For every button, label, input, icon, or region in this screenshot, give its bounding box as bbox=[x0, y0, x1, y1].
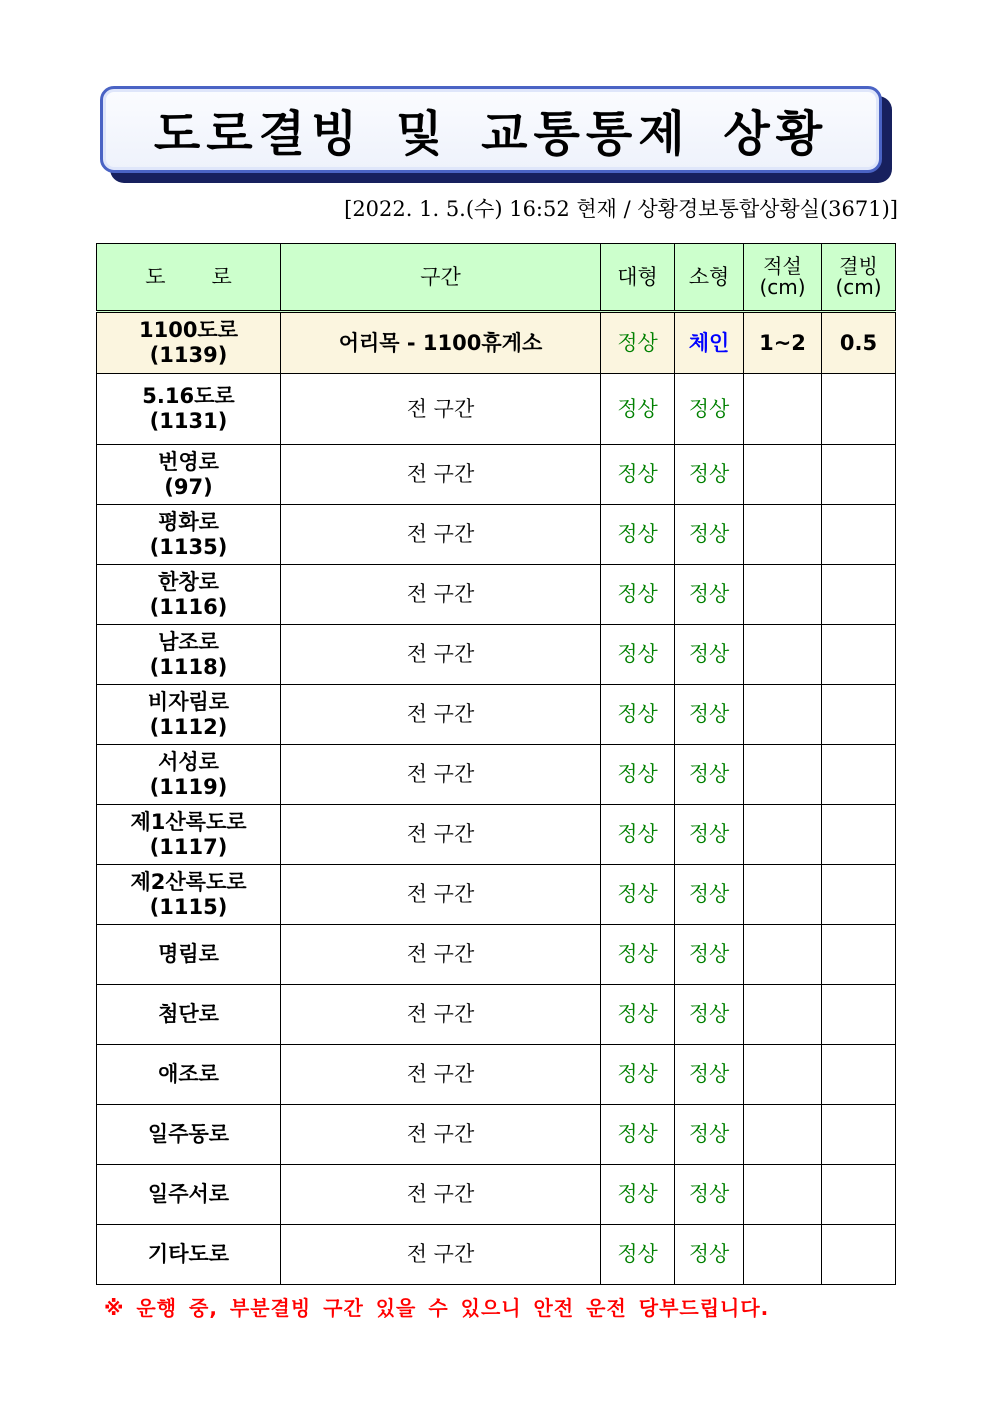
table-row bbox=[97, 685, 896, 745]
road-name-cell bbox=[97, 312, 281, 374]
table-row bbox=[97, 565, 896, 625]
large-status-cell: 정상 bbox=[601, 985, 675, 1045]
ice-depth-cell bbox=[822, 1105, 896, 1165]
section-cell: 전 구간 bbox=[281, 1105, 601, 1165]
small-status-cell: 정상 bbox=[675, 985, 744, 1045]
road-code: (97) bbox=[164, 474, 213, 499]
ice-depth-cell bbox=[822, 1045, 896, 1105]
road-name: 1100도로 bbox=[138, 318, 239, 342]
snow-depth-cell bbox=[744, 985, 822, 1045]
small-status-cell: 정상 bbox=[675, 925, 744, 985]
large-status-cell: 정상 bbox=[601, 1165, 675, 1225]
section-cell: 전 구간 bbox=[281, 1045, 601, 1105]
road-name-cell: 기타도로 bbox=[97, 1225, 281, 1285]
road-name: 남조로 bbox=[158, 629, 219, 654]
snow-depth-cell bbox=[744, 374, 822, 445]
small-status-cell: 정상 bbox=[675, 1105, 744, 1165]
table-row bbox=[97, 985, 896, 1045]
road-code: (1118) bbox=[149, 654, 228, 679]
ice-depth-cell bbox=[822, 625, 896, 685]
header-ice-label: 결빙 bbox=[839, 254, 878, 278]
road-code: (1112) bbox=[149, 714, 228, 739]
large-status-cell: 정상 bbox=[601, 374, 675, 445]
table-row bbox=[97, 745, 896, 805]
road-code: (1131) bbox=[149, 409, 228, 433]
large-status-cell: 정상 bbox=[601, 1105, 675, 1165]
small-status-cell: 정상 bbox=[675, 505, 744, 565]
road-name-cell: 일주서로 bbox=[97, 1165, 281, 1225]
small-status-cell: 정상 bbox=[675, 625, 744, 685]
snow-depth-cell bbox=[744, 745, 822, 805]
large-status-cell: 정상 bbox=[601, 1225, 675, 1285]
ice-depth-cell: 0.5 bbox=[822, 312, 896, 374]
section-cell: 전 구간 bbox=[281, 374, 601, 445]
page-title: 도로결빙 및 교통통제 상황 bbox=[153, 106, 829, 162]
road-name-cell bbox=[97, 374, 281, 445]
header-snow-unit: (cm) bbox=[759, 275, 806, 299]
snow-depth-cell bbox=[744, 865, 822, 925]
large-status-cell: 정상 bbox=[601, 312, 675, 374]
section-cell: 전 구간 bbox=[281, 865, 601, 925]
section-cell: 어리목 - 1100휴게소 bbox=[281, 312, 601, 374]
small-status-cell: 정상 bbox=[675, 1045, 744, 1105]
snow-depth-cell bbox=[744, 685, 822, 745]
road-name: 평화로 bbox=[158, 509, 219, 534]
table-row bbox=[97, 925, 896, 985]
header-ice-unit: (cm) bbox=[835, 275, 882, 299]
snow-depth-cell bbox=[744, 565, 822, 625]
header-section: 구간 bbox=[281, 244, 601, 312]
small-status-cell: 체인 bbox=[675, 312, 744, 374]
road-name-cell bbox=[97, 565, 281, 625]
road-name-cell bbox=[97, 445, 281, 505]
table-header-row bbox=[97, 244, 896, 312]
road-name-cell bbox=[97, 625, 281, 685]
snow-depth-cell bbox=[744, 1105, 822, 1165]
road-name: 한창로 bbox=[158, 569, 219, 594]
ice-depth-cell bbox=[822, 1165, 896, 1225]
ice-depth-cell bbox=[822, 505, 896, 565]
table-row bbox=[97, 1225, 896, 1285]
snow-depth-cell bbox=[744, 1045, 822, 1105]
ice-depth-cell bbox=[822, 745, 896, 805]
large-status-cell: 정상 bbox=[601, 1045, 675, 1105]
large-status-cell: 정상 bbox=[601, 445, 675, 505]
road-code: (1139) bbox=[149, 343, 228, 367]
large-status-cell: 정상 bbox=[601, 505, 675, 565]
snow-depth-cell bbox=[744, 505, 822, 565]
header-snow-label: 적설 bbox=[763, 254, 802, 278]
header-large-vehicle: 대형 bbox=[601, 244, 675, 312]
road-name-cell bbox=[97, 805, 281, 865]
road-name: 서성로 bbox=[158, 749, 219, 774]
small-status-cell: 정상 bbox=[675, 685, 744, 745]
title-banner bbox=[100, 86, 882, 173]
small-status-cell: 정상 bbox=[675, 374, 744, 445]
header-small-vehicle: 소형 bbox=[675, 244, 744, 312]
snow-depth-cell bbox=[744, 1225, 822, 1285]
road-name-cell bbox=[97, 505, 281, 565]
road-name-cell bbox=[97, 685, 281, 745]
ice-depth-cell bbox=[822, 685, 896, 745]
small-status-cell: 정상 bbox=[675, 1225, 744, 1285]
road-code: (1115) bbox=[149, 894, 228, 919]
section-cell: 전 구간 bbox=[281, 625, 601, 685]
small-status-cell: 정상 bbox=[675, 745, 744, 805]
road-name-cell: 일주동로 bbox=[97, 1105, 281, 1165]
small-status-cell: 정상 bbox=[675, 445, 744, 505]
road-code: (1116) bbox=[149, 594, 228, 619]
road-name: 5.16도로 bbox=[142, 384, 235, 408]
report-timestamp: [2022. 1. 5.(수) 16:52 현재 / 상황경보통합상황실(3671)] bbox=[344, 197, 898, 221]
small-status-cell: 정상 bbox=[675, 565, 744, 625]
road-name-cell bbox=[97, 865, 281, 925]
section-cell: 전 구간 bbox=[281, 1225, 601, 1285]
table-row bbox=[97, 374, 896, 445]
road-code: (1119) bbox=[149, 774, 228, 799]
road-code: (1117) bbox=[149, 834, 228, 859]
small-status-cell: 정상 bbox=[675, 805, 744, 865]
road-name: 제2산록도로 bbox=[130, 869, 247, 894]
section-cell: 전 구간 bbox=[281, 505, 601, 565]
snow-depth-cell bbox=[744, 445, 822, 505]
table-row bbox=[97, 312, 896, 374]
road-name-cell: 명림로 bbox=[97, 925, 281, 985]
table-row bbox=[97, 805, 896, 865]
small-status-cell: 정상 bbox=[675, 1165, 744, 1225]
section-cell: 전 구간 bbox=[281, 805, 601, 865]
snow-depth-cell bbox=[744, 625, 822, 685]
snow-depth-cell bbox=[744, 1165, 822, 1225]
ice-depth-cell bbox=[822, 565, 896, 625]
section-cell: 전 구간 bbox=[281, 925, 601, 985]
table-row bbox=[97, 625, 896, 685]
large-status-cell: 정상 bbox=[601, 865, 675, 925]
snow-depth-cell bbox=[744, 805, 822, 865]
snow-depth-cell bbox=[744, 925, 822, 985]
road-name-cell bbox=[97, 745, 281, 805]
road-name: 제1산록도로 bbox=[130, 809, 247, 834]
ice-depth-cell bbox=[822, 805, 896, 865]
table-row bbox=[97, 1105, 896, 1165]
road-name: 비자림로 bbox=[147, 689, 230, 714]
large-status-cell: 정상 bbox=[601, 745, 675, 805]
large-status-cell: 정상 bbox=[601, 925, 675, 985]
road-name-cell: 애조로 bbox=[97, 1045, 281, 1105]
small-status-cell: 정상 bbox=[675, 865, 744, 925]
table-row bbox=[97, 865, 896, 925]
table-row bbox=[97, 445, 896, 505]
section-cell: 전 구간 bbox=[281, 985, 601, 1045]
header-road: 도로 bbox=[97, 244, 281, 312]
header-ice-depth bbox=[822, 244, 896, 312]
road-status-table bbox=[96, 243, 896, 1285]
table-row bbox=[97, 505, 896, 565]
large-status-cell: 정상 bbox=[601, 685, 675, 745]
ice-depth-cell bbox=[822, 865, 896, 925]
road-code: (1135) bbox=[149, 534, 228, 559]
section-cell: 전 구간 bbox=[281, 445, 601, 505]
ice-depth-cell bbox=[822, 985, 896, 1045]
snow-depth-cell: 1~2 bbox=[744, 312, 822, 374]
ice-depth-cell bbox=[822, 445, 896, 505]
ice-depth-cell bbox=[822, 1225, 896, 1285]
large-status-cell: 정상 bbox=[601, 805, 675, 865]
section-cell: 전 구간 bbox=[281, 1165, 601, 1225]
safety-notice: ※ 운행 중, 부분결빙 구간 있을 수 있으니 안전 운전 당부드립니다. bbox=[104, 1296, 770, 1320]
ice-depth-cell bbox=[822, 374, 896, 445]
table-row bbox=[97, 1165, 896, 1225]
road-name-cell: 첨단로 bbox=[97, 985, 281, 1045]
ice-depth-cell bbox=[822, 925, 896, 985]
table-row bbox=[97, 1045, 896, 1105]
large-status-cell: 정상 bbox=[601, 625, 675, 685]
section-cell: 전 구간 bbox=[281, 685, 601, 745]
section-cell: 전 구간 bbox=[281, 565, 601, 625]
section-cell: 전 구간 bbox=[281, 745, 601, 805]
large-status-cell: 정상 bbox=[601, 565, 675, 625]
road-name: 번영로 bbox=[158, 449, 219, 474]
header-snow-depth bbox=[744, 244, 822, 312]
